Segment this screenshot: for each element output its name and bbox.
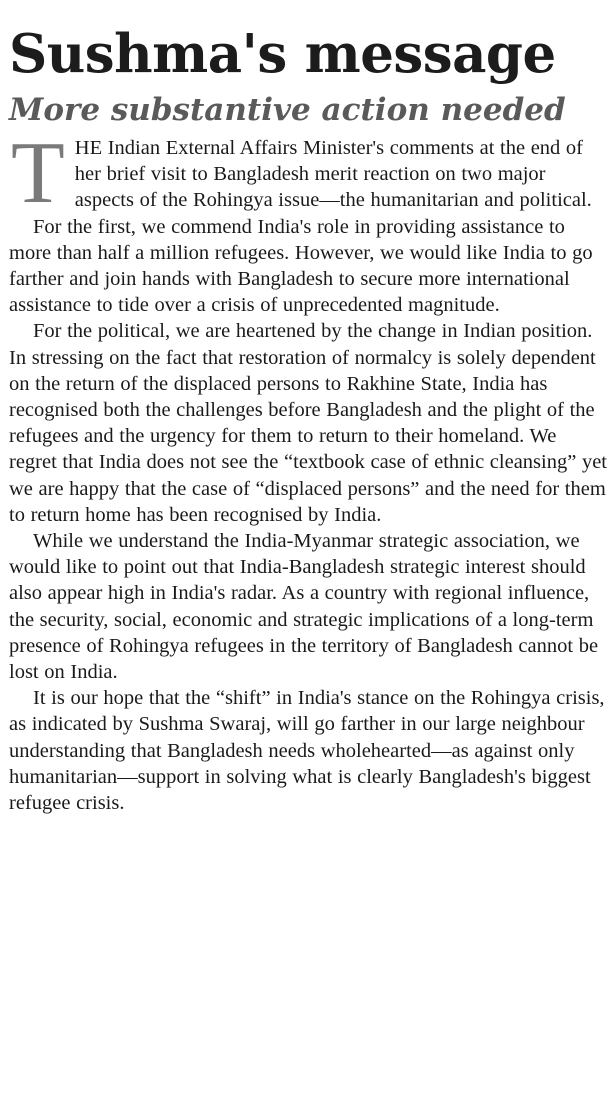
paragraph-4: While we understand the India-Myanmar strategic association, we would like to point out that India-Bangladesh strategic interest should also appear high in India's radar. As a country with regional influence, the security, social, economic and strategic implications of a long-term presence of Rohingya refugees in the territory of Bangladesh cannot be lost on India. xyxy=(9,530,599,684)
paragraph-3: For the political, we are heartened by the change in Indian position. In stressing on the fact that restoration of normalcy is solely dependent on the return of the displaced persons to Rakhine State, India has recognised both the challenges before Bangladesh and the plight of the refugees and the urgency for them to return to their homeland. We regret that India does not see the “textbook case of ethnic cleansing” yet we are happy that the case of “displaced persons” and the need for them to return home has been recognised by India. xyxy=(9,320,607,526)
drop-cap: T xyxy=(11,125,65,222)
paragraph-1 xyxy=(9,125,609,222)
article-body xyxy=(9,125,609,816)
subheadline: More substantive action needed xyxy=(9,92,566,128)
paragraph-1-text: HE Indian External Affairs Minister's comments at the end of her brief visit to Bangladesh merit reaction on two major aspects of the Rohingya issue—the humanitarian and political. xyxy=(74,137,592,212)
editorial-article xyxy=(9,0,609,816)
paragraph-2: For the first, we commend India's role in providing assistance to more than half a million refugees. However, we would like India to go farther and join hands with Bangladesh to secure more international assistance to tide over a crisis of unprecedented magnitude. xyxy=(9,215,593,317)
paragraph-5: It is our hope that the “shift” in India's stance on the Rohingya crisis, as indicated by Sushma Swaraj, will go farther in our large neighbour understanding that Bangladesh needs wholehearted—as against only humanitarian—support in solving what is clearly Bangladesh's biggest refugee crisis. xyxy=(9,687,605,815)
headline: Sushma's message xyxy=(9,23,556,85)
